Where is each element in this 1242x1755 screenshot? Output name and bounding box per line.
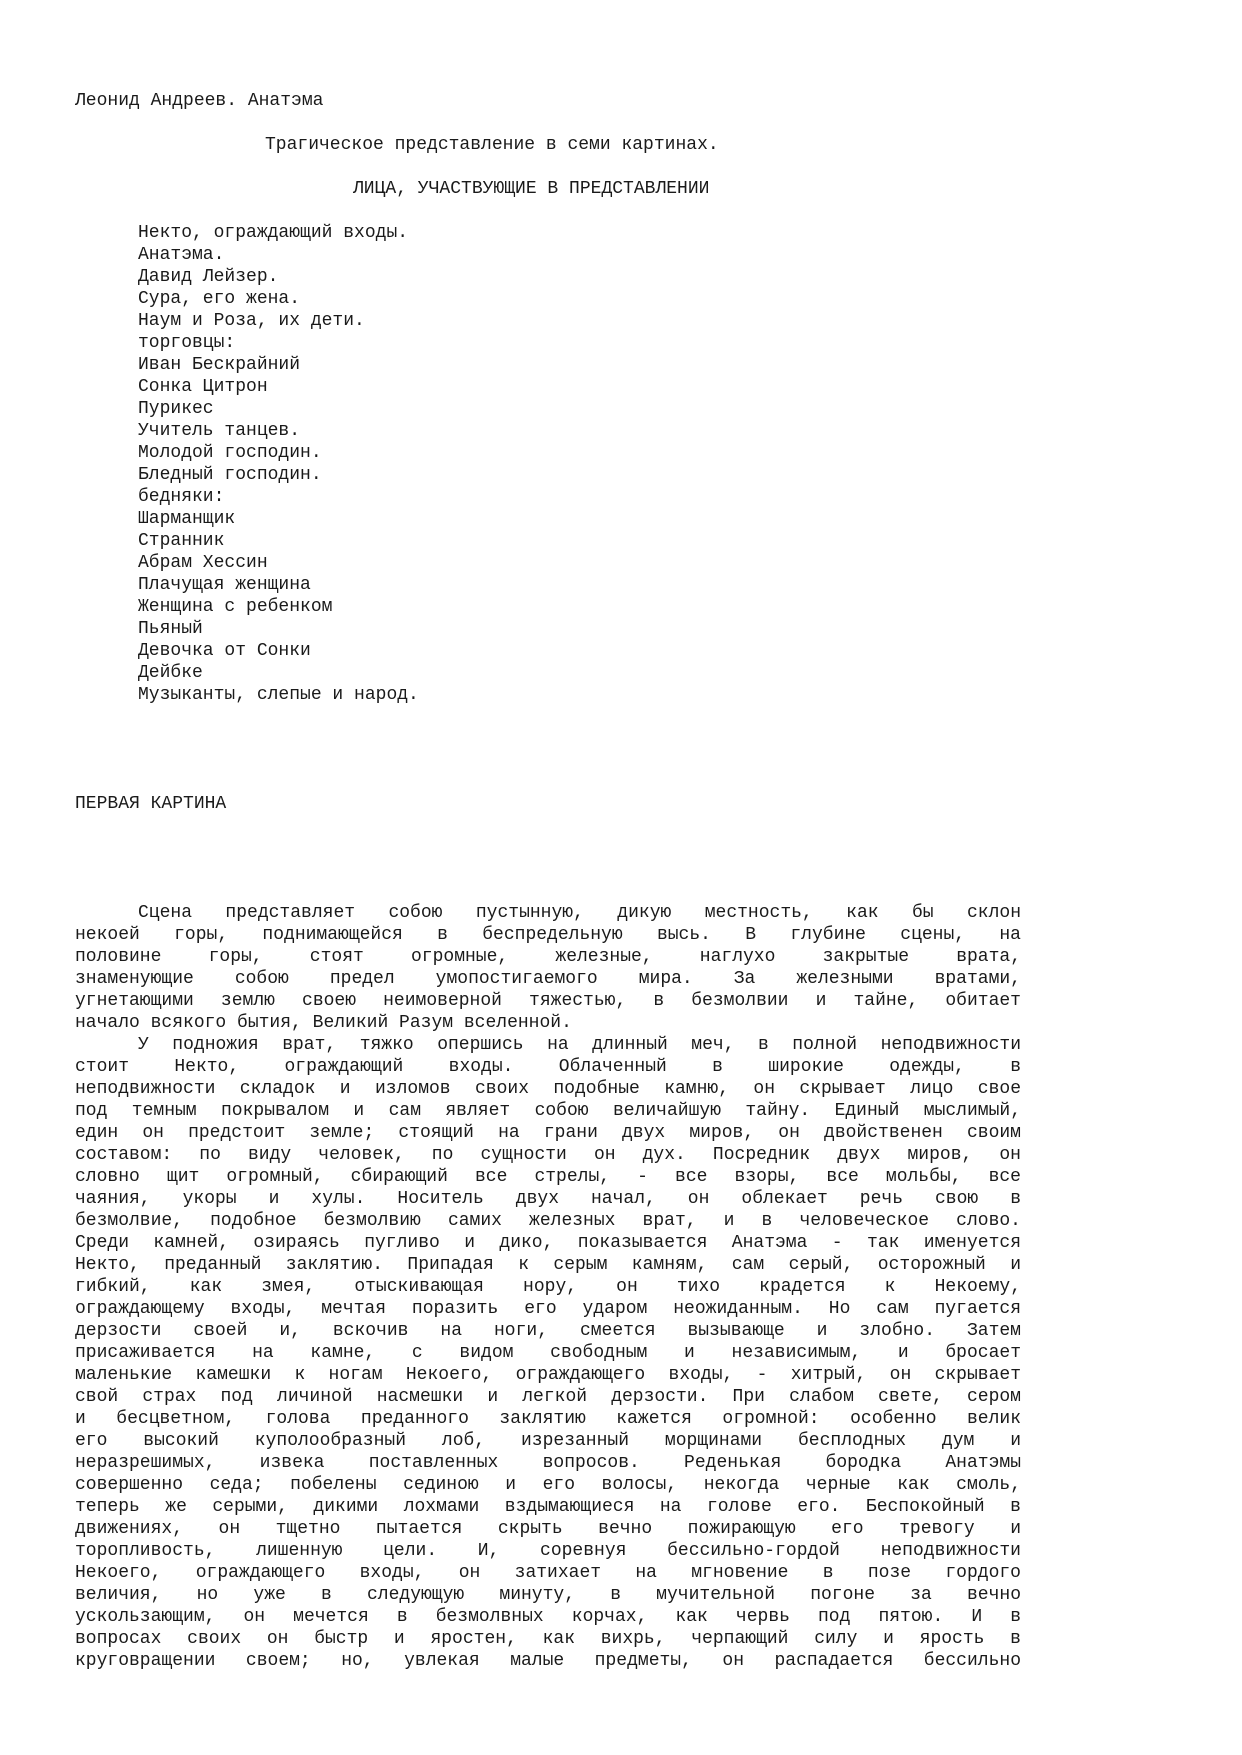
prose-line: торопливость, лишенную цели. И, соревнуя бессильно-гордой неподвижности [75,1541,1021,1561]
prose-line: под темным покрывалом и сам являет собою величайшую тайну. Единый мыслимый, [75,1101,1021,1121]
cast-item: Некто, ограждающий входы. [138,223,409,243]
prose-line: некоей горы, поднимающейся в беспредельную высь. В глубине сцены, на [75,925,1021,945]
prose-line: начало всякого бытия, Великий Разум вселенной. [75,1013,572,1033]
cast-item: Анатэма. [138,245,225,265]
cast-item: Женщина с ребенком [138,597,333,617]
cast-item: Бледный господин. [138,465,322,485]
cast-item: Странник [138,531,225,551]
cast-item: Наум и Роза, их дети. [138,311,365,331]
prose-line: Некто, преданный заклятию. Припадая к серым камням, сам серый, осторожный и [75,1255,1021,1275]
prose-line: совершенно седа; побелены сединою и его волосы, некогда черные как смоль, [75,1475,1021,1495]
prose-line: дерзости своей и, вскочив на ноги, смеется вызывающе и злобно. Затем [75,1321,1021,1341]
prose-line: маленькие камешки к ногам Некоего, ограждающего входы, - хитрый, он скрывает [75,1365,1021,1385]
cast-item: Шарманщик [138,509,236,529]
cast-group-label: бедняки: [138,487,225,507]
cast-item: Иван Бескрайний [138,355,301,375]
cast-item: Сонка Цитрон [138,377,268,397]
cast-group-label: торговцы: [138,333,236,353]
prose-line: вопросах своих он быстр и яростен, как вихрь, черпающий силу и ярость в [75,1629,1021,1649]
prose-line: един он предстоит земле; стоящий на грани двух миров, он двойственен своим [75,1123,1021,1143]
prose-line: ограждающему входы, мечтая поразить его ударом неожиданным. Но сам пугается [75,1299,1021,1319]
prose-line: его высокий куполообразный лоб, изрезанный морщинами бесплодных дум и [75,1431,1021,1451]
prose-line: движениях, он тщетно пытается скрыть вечно пожирающую его тревогу и [75,1519,1021,1539]
prose-line: безмолвие, подобное безмолвию самих железных врат, и в человеческое слово. [75,1211,1021,1231]
prose-line: круговращении своем; но, увлекая малые предметы, он распадается бессильно [75,1651,1021,1671]
prose-line: Сцена представляет собою пустынную, дикую местность, как бы склон [138,903,1021,923]
prose-line: гибкий, как змея, отыскивающая нору, он тихо крадется к Некоему, [75,1277,1021,1297]
prose-line: ускользающим, он мечется в безмолвных корчах, как червь под пятою. И в [75,1607,1021,1627]
cast-list [138,222,419,706]
stage-directions [75,902,1021,1672]
cast-item: Пьяный [138,619,203,639]
cast-item: Сура, его жена. [138,289,301,309]
document-header: Леонид Андреев. Анатэма [75,91,324,111]
prose-line: величия, но уже в следующую минуту, в мучительной погоне за вечно [75,1585,1021,1605]
cast-item: Учитель танцев. [138,421,301,441]
prose-line: присаживается на камне, с видом свободным и независимым, и бросает [75,1343,1021,1363]
prose-line: чаяния, укоры и хулы. Носитель двух начал, он облекает речь свою в [75,1189,1021,1209]
cast-item: Пурикес [138,399,214,419]
prose-line: составом: по виду человек, по сущности он дух. Посредник двух миров, он [75,1145,1021,1165]
cast-item: Давид Лейзер. [138,267,279,287]
prose-line: стоит Некто, ограждающий входы. Облаченный в широкие одежды, в [75,1057,1021,1077]
prose-line: словно щит огромный, сбирающий все стрелы, - все взоры, все мольбы, все [75,1167,1021,1187]
cast-item: Музыканты, слепые и народ. [138,685,419,705]
prose-line: знаменующие собою предел умопостигаемого мира. За железными вратами, [75,969,1021,989]
document-subtitle: Трагическое представление в семи картинах. [265,135,719,155]
cast-item: Молодой господин. [138,443,322,463]
prose-line: угнетающими землю своею неимоверной тяжестью, в безмолвии и тайне, обитает [75,991,1021,1011]
prose-line: У подножия врат, тяжко опершись на длинный меч, в полной неподвижности [138,1035,1021,1055]
prose-line: теперь же серыми, дикими лохмами вздымающиеся на голове его. Беспокойный в [75,1497,1021,1517]
prose-line: половине горы, стоят огромные, железные, наглухо закрытые врата, [75,947,1021,967]
prose-line: Некоего, ограждающего входы, он затихает на мгновение в позе гордого [75,1563,1021,1583]
prose-line: и бесцветном, голова преданного заклятию кажется огромной: особенно велик [75,1409,1021,1429]
prose-line: неподвижности складок и изломов своих подобные камню, он скрывает лицо свое [75,1079,1021,1099]
cast-item: Девочка от Сонки [138,641,311,661]
scene-heading: ПЕРВАЯ КАРТИНА [75,794,227,814]
prose-line: неразрешимых, извека поставленных вопросов. Реденькая бородка Анатэмы [75,1453,1021,1473]
cast-heading: ЛИЦА, УЧАСТВУЮЩИЕ В ПРЕДСТАВЛЕНИИ [353,179,710,199]
cast-item: Плачущая женщина [138,575,311,595]
cast-item: Дейбке [138,663,203,683]
prose-line: Среди камней, озираясь пугливо и дико, показывается Анатэма - так именуется [75,1233,1021,1253]
prose-line: свой страх под личиной насмешки и легкой дерзости. При слабом свете, сером [75,1387,1021,1407]
cast-item: Абрам Хессин [138,553,268,573]
